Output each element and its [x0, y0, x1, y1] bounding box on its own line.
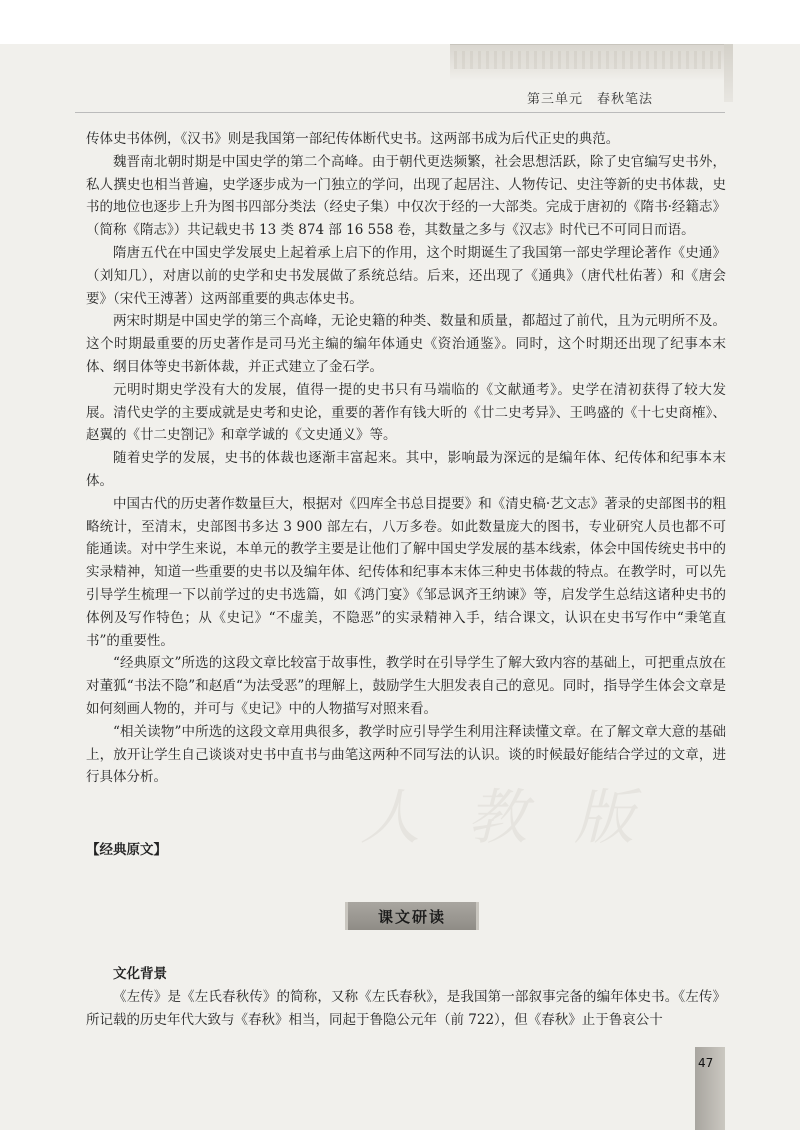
section-title: 课文研读 [377, 907, 446, 926]
paragraph: 传体史书体例，《汉书》则是我国第一部纪传体断代史书。这两部书成为后代正史的典范。 [86, 131, 620, 147]
section-text [86, 986, 726, 1032]
paragraph: 魏晋南北朝时期是中国史学的第二个高峰。由于朝代更迭频繁，社会思想活跃，除了史官编写史书外，私人撰史也相当普遍，史学逐步成为一门独立的学问，出现了起居注、人物传记、史注等新的史书体裁，史书的地位也逐步上升为图书四部分类法（经史子集）中仅次于经的一大部类。完成于唐初的《隋书·经籍志》（简称《隋志》）共记载史书 13 类 874 部 16 558 卷，其数量之多与《汉志》时代已不可同日而语。 [86, 153, 726, 239]
paragraph: 随着史学的发展，史书的体裁也逐渐丰富起来。其中，影响最为深远的是编年体、纪传体和纪事本末体。 [86, 450, 726, 489]
section-title-bar [345, 902, 479, 930]
page-number: 47 [698, 1056, 714, 1070]
paragraph: 元明时期史学没有大的发展，值得一提的史书只有马端临的《文献通考》。史学在清初获得了较大发展。清代史学的主要成就是史考和史论，重要的著作有钱大昕的《廿二史考异》、王鸣盛的《十七史商榷》、赵翼的《廿二史劄记》和章学诚的《文史通义》等。 [86, 381, 726, 444]
paragraph: “相关读物”中所选的这段文章用典很多，教学时应引导学生利用注释读懂文章。在了解文章大意的基础上，放开让学生自己谈谈对史书中直书与曲笔这两种不同写法的认识。谈的时候最好能结合学过的文章，进行具体分析。 [86, 723, 726, 786]
body-text [86, 128, 726, 789]
top-margin [0, 0, 800, 44]
paragraph: 《左传》是《左氏春秋传》的简称，又称《左氏春秋》，是我国第一部叙事完备的编年体史书。《左传》所记载的历史年代大致与《春秋》相当，同起于鲁隐公元年（前 722），但《春秋》止于鲁哀公十 [86, 989, 726, 1028]
header-ornament-side [724, 44, 733, 102]
section-subhead: 文化背景 [113, 966, 167, 982]
running-head: 第三单元 春秋笔法 [527, 92, 654, 107]
paragraph: 隋唐五代在中国史学发展史上起着承上启下的作用，这个时期诞生了我国第一部史学理论著作《史通》（刘知几），对唐以前的史学和史书发展做了系统总结。后来，还出现了《通典》（唐代杜佑著）和《唐会要》（宋代王溥著）这两部重要的典志体史书。 [86, 244, 726, 307]
paragraph: 两宋时期是中国史学的第三个高峰，无论史籍的种类、数量和质量，都超过了前代，且为元明所不及。这个时期最重要的历史著作是司马光主编的编年体通史《资治通鉴》。同时，这个时期还出现了纪事本末体、纲目体等史书新体裁，并正式建立了金石学。 [86, 313, 726, 375]
header-rule [75, 112, 725, 113]
watermark-decoration: 人 教 版 [360, 783, 649, 853]
classic-text-label: 【经典原文】 [86, 842, 167, 858]
header-ornament [450, 44, 725, 81]
paragraph: “经典原文”所选的这段文章比较富于故事性，教学时在引导学生了解大致内容的基础上，可把重点放在对董狐“书法不隐”和赵盾“为法受恶”的理解上，鼓励学生大胆发表自己的意见。同时，指导学生体会文章是如何刻画人物的，并可与《史记》中的人物描写对照来看。 [86, 655, 726, 717]
paragraph: 中国古代的历史著作数量巨大，根据对《四库全书总目提要》和《清史稿·艺文志》著录的史部图书的粗略统计，至清末，史部图书多达 3 900 部左右，八万多卷。如此数量庞大的图书，专业研究人员也都不可能通读。对中学生来说，本单元的教学主要是让他们了解中国史学发展的基本线索，体会中国传统史书中的实录精神，知道一些重要的史书以及编年体、纪传体和纪事本末体三种史书体裁的特点。在教学时，可以先引导学生梳理一下以前学过的史书选篇，如《鸿门宴》《邹忌讽齐王纳谏》等，启发学生总结这诸种史书的体例及写作特色；从《史记》“不虚美，不隐恶”的实录精神入手，结合课文，认识在史书写作中“秉笔直书”的重要性。 [86, 495, 726, 649]
